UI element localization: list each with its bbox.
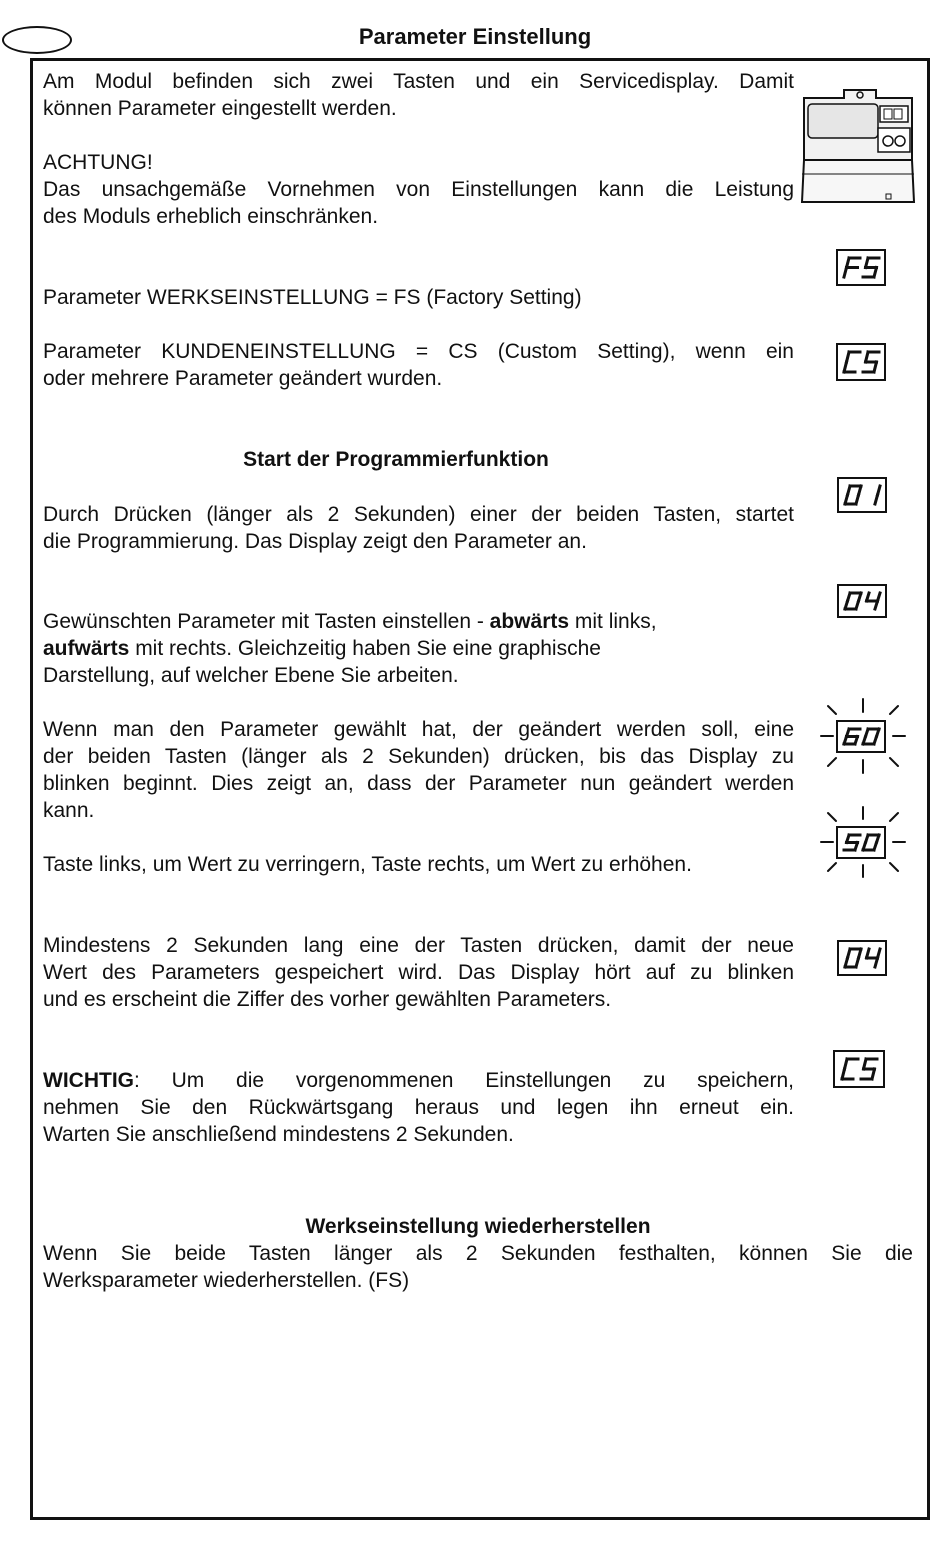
step5-line-1: Mindestens 2 Sekunden lang eine der Tasten drücken, damit der neue: [43, 934, 794, 957]
important-line-2: nehmen Sie den Rückwärtsgang heraus und legen ihn erneut ein.: [43, 1096, 794, 1119]
step2-line-2: [43, 635, 601, 662]
important-text-1: : Um die vorgenommenen Einstellungen zu speichern,: [133, 1069, 794, 1092]
intro-line-2: können Parameter eingestellt werden.: [43, 97, 397, 120]
step3-line-2: der beiden Tasten (länger als 2 Sekunden) drücken, bis das Display zu: [43, 745, 794, 768]
step3-line-4: kann.: [43, 799, 95, 822]
display-cs-final: [833, 1050, 885, 1088]
step3-line-3: blinken beginnt. Dies zeigt an, dass der Parameter nun geändert werden: [43, 772, 794, 795]
display-parameter-01: [837, 477, 887, 513]
factory-setting-text: Parameter WERKSEINSTELLUNG = FS (Factory Setting): [43, 286, 582, 309]
custom-setting-line-1: Parameter KUNDENEINSTELLUNG = CS (Custom Setting), wenn ein: [43, 340, 794, 363]
warning-line-1: Das unsachgemäße Vornehmen von Einstellungen kann die Leistung: [43, 178, 794, 201]
step5-line-2: Wert des Parameters gespeichert wird. Das Display hört auf zu blinken: [43, 961, 794, 984]
warning-line-2: des Moduls erheblich einschränken.: [43, 205, 379, 228]
step2-text-c: mit links,: [569, 610, 657, 633]
important-line-1: [43, 1067, 794, 1094]
step1-line-2: die Programmierung. Das Display zeigt den Parameter an.: [43, 530, 587, 553]
step5-line-3: und es erscheint die Ziffer des vorher gewählten Parameters.: [43, 988, 612, 1011]
display-fs: [836, 249, 886, 286]
step2-line-3: Darstellung, auf welcher Ebene Sie arbeiten.: [43, 664, 459, 687]
page-title: Parameter Einstellung: [358, 24, 592, 49]
step2-text-e: mit rechts. Gleichzeitig haben Sie eine graphische: [129, 637, 601, 660]
restore-line-1: Wenn Sie beide Tasten länger als 2 Sekunden festhalten, können Sie die: [43, 1242, 913, 1265]
intro-line-1: Am Modul befinden sich zwei Tasten und ein Servicedisplay. Damit: [43, 70, 794, 93]
restore-line-2: Werksparameter wiederherstellen. (FS): [43, 1269, 410, 1292]
step2-bold-down: abwärts: [489, 610, 570, 633]
warning-label: ACHTUNG!: [43, 151, 153, 174]
important-label: WICHTIG: [43, 1069, 134, 1092]
step2-line-1: [43, 608, 657, 635]
custom-setting-line-2: oder mehrere Parameter geändert wurden.: [43, 367, 443, 390]
step2-text-a: Gewünschten Parameter mit Tasten einstellen -: [43, 610, 490, 633]
step3-line-1: Wenn man den Parameter gewählt hat, der geändert werden soll, eine: [43, 718, 794, 741]
display-value-60-blinking: [836, 720, 886, 753]
display-parameter-04-saved: [837, 940, 887, 976]
display-cs: [836, 343, 886, 381]
programming-heading: Start der Programmierfunktion: [243, 448, 549, 471]
restore-heading: Werkseinstellung wiederherstellen: [305, 1215, 651, 1238]
step2-bold-up: aufwärts: [43, 637, 130, 660]
important-line-3: Warten Sie anschließend mindestens 2 Sekunden.: [43, 1123, 514, 1146]
step4-text: Taste links, um Wert zu verringern, Taste rechts, um Wert zu erhöhen.: [43, 853, 692, 876]
display-value-50-blinking: [836, 826, 886, 859]
step1-line-1: Durch Drücken (länger als 2 Sekunden) einer der beiden Tasten, startet: [43, 503, 794, 526]
control-module-illustration: [800, 84, 916, 206]
display-parameter-04: [837, 584, 887, 618]
